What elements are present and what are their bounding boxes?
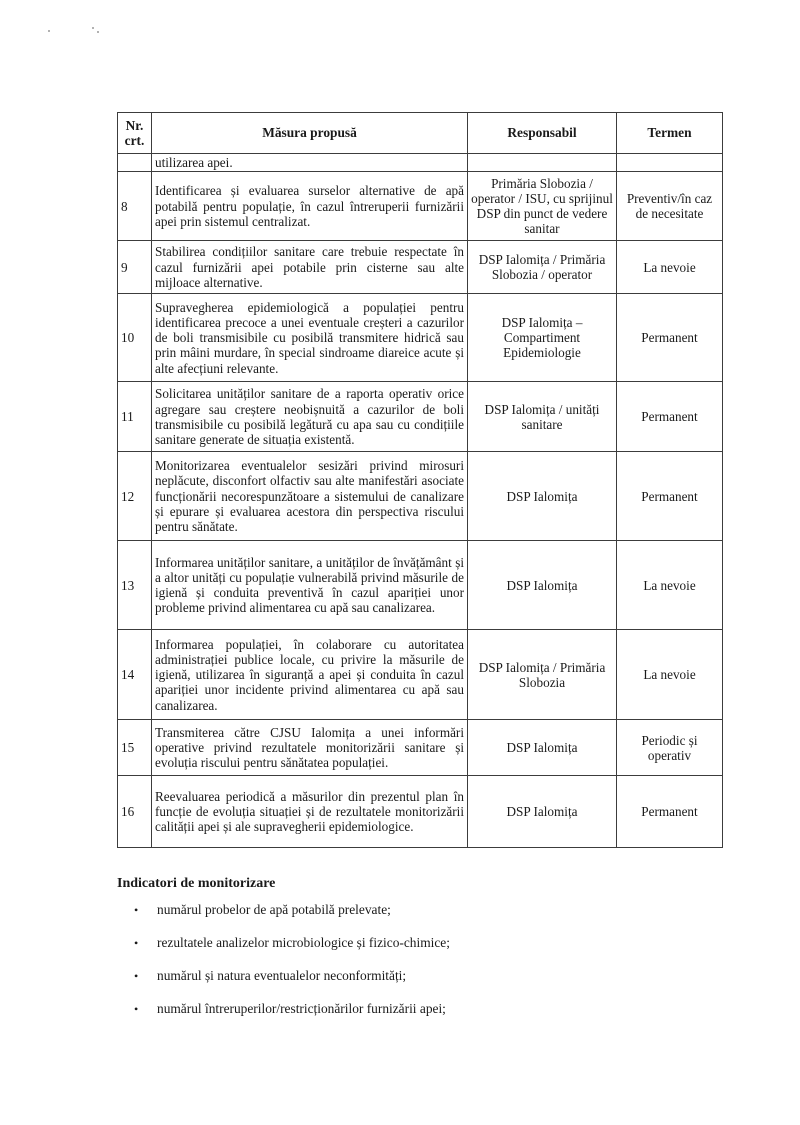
list-item [117, 923, 717, 956]
bullet-icon: • [134, 1002, 139, 1016]
cell-measure: Identificarea și evaluarea surselor alternative de apă potabilă pentru populație, în cazul întreruperii furnizării apei prin sistemul centralizat. [152, 172, 468, 241]
table-row [118, 452, 723, 541]
cell-responsible: DSP Ialomița [468, 541, 617, 630]
cell-responsible: DSP Ialomița [468, 720, 617, 776]
cell-term: Permanent [617, 294, 723, 382]
indicator-text: rezultatele analizelor microbiologice și fizico-chimice; [157, 935, 450, 950]
cell-measure: Informarea populației, în colaborare cu autoritatea administrației publice locale, cu privire la măsurile de igienă, utilizarea în siguranță a apei și conduita în cazul apariției unor incidente privind alimentarea cu apă sau canalizarea. [152, 630, 468, 720]
cell-nr: 11 [118, 382, 152, 452]
scan-speck [48, 30, 50, 32]
cell-nr: 10 [118, 294, 152, 382]
cell-measure: Monitorizarea eventualelor sesizări privind mirosuri neplăcute, disconfort olfactiv sau alte manifestări asociate funcționării necorespunzătoare a sistemului de canalizare și epurare și evaluarea acestora din perspectiva riscului pentru sănătate. [152, 452, 468, 541]
cell-term: Permanent [617, 382, 723, 452]
cell-responsible: DSP Ialomița – Compartiment Epidemiologie [468, 294, 617, 382]
cell-term: La nevoie [617, 241, 723, 294]
cell-nr: 9 [118, 241, 152, 294]
cell-measure: Stabilirea condițiilor sanitare care trebuie respectate în cazul furnizării apei potabile prin cisterne sau alte mijloace alternative. [152, 241, 468, 294]
cell-responsible [468, 154, 617, 172]
cell-responsible: DSP Ialomița [468, 776, 617, 848]
cell-measure: utilizarea apei. [152, 154, 468, 172]
table-row [118, 294, 723, 382]
cell-nr: 8 [118, 172, 152, 241]
cell-nr: 12 [118, 452, 152, 541]
cell-responsible: DSP Ialomița / unități sanitare [468, 382, 617, 452]
cell-nr: 15 [118, 720, 152, 776]
table-row [118, 382, 723, 452]
cell-measure: Transmiterea către CJSU Ialomița a unei informări operative privind rezultatele monitorizării sanitare și evoluția riscului pentru sănătatea populației. [152, 720, 468, 776]
cell-measure: Reevaluarea periodică a măsurilor din prezentul plan în funcție de evoluția situației și de rezultatele monitorizării calității apei și ale supravegherii epidemiologice. [152, 776, 468, 848]
section-title-indicators: Indicatori de monitorizare [117, 876, 276, 891]
cell-measure: Informarea unităților sanitare, a unităților de învățământ și a altor unități cu populație vulnerabilă privind măsurile de igienă și conduita preventivă în cazul apariției unor probleme privind alimentarea cu apă sau canalizarea. [152, 541, 468, 630]
cell-term: Permanent [617, 452, 723, 541]
header-nr: Nr. crt. [118, 113, 152, 154]
scan-speck [97, 31, 99, 33]
table-row [118, 241, 723, 294]
scan-speck [92, 27, 94, 29]
indicators-list [117, 890, 717, 1022]
list-item [117, 989, 717, 1022]
cell-measure: Solicitarea unităților sanitare de a raporta operativ orice agregare sau creștere neobișnuită a cazurilor de boli transmisibile cu posibilă legătură cu apa sau cu condițiile sanitare generate de situația existentă. [152, 382, 468, 452]
table-row [118, 541, 723, 630]
cell-responsible: DSP Ialomița / Primăria Slobozia / operator [468, 241, 617, 294]
indicator-text: numărul întreruperilor/restricționărilor furnizării apei; [157, 1001, 446, 1016]
cell-nr: 14 [118, 630, 152, 720]
cell-term: Periodic și operativ [617, 720, 723, 776]
list-item [117, 956, 717, 989]
header-responsible: Responsabil [468, 113, 617, 154]
cell-responsible: DSP Ialomița [468, 452, 617, 541]
indicator-text: numărul și natura eventualelor neconformități; [157, 968, 407, 983]
cell-nr [118, 154, 152, 172]
cell-term [617, 154, 723, 172]
measures-table [117, 112, 723, 848]
table-row [118, 172, 723, 241]
table-row [118, 720, 723, 776]
cell-term: La nevoie [617, 541, 723, 630]
cell-responsible: Primăria Slobozia / operator / ISU, cu sprijinul DSP din punct de vedere sanitar [468, 172, 617, 241]
table-header-row [118, 113, 723, 154]
bullet-icon: • [134, 903, 139, 917]
header-measure: Măsura propusă [152, 113, 468, 154]
indicator-text: numărul probelor de apă potabilă prelevate; [157, 902, 391, 917]
cell-nr: 16 [118, 776, 152, 848]
cell-responsible: DSP Ialomița / Primăria Slobozia [468, 630, 617, 720]
cell-term: Permanent [617, 776, 723, 848]
cell-term: Preventiv/în caz de necesitate [617, 172, 723, 241]
bullet-icon: • [134, 969, 139, 983]
table-row [118, 776, 723, 848]
table-row [118, 154, 723, 172]
list-item [117, 890, 717, 923]
header-term: Termen [617, 113, 723, 154]
table-row [118, 630, 723, 720]
bullet-icon: • [134, 936, 139, 950]
cell-nr: 13 [118, 541, 152, 630]
cell-term: La nevoie [617, 630, 723, 720]
cell-measure: Supravegherea epidemiologică a populației pentru identificarea precoce a unei eventuale creșteri a cazurilor de boli transmisibile cu posibilă transmitere hidrică sau prin mâini murdare, în special sindroame diareice acute și alte afecțiuni relevante. [152, 294, 468, 382]
